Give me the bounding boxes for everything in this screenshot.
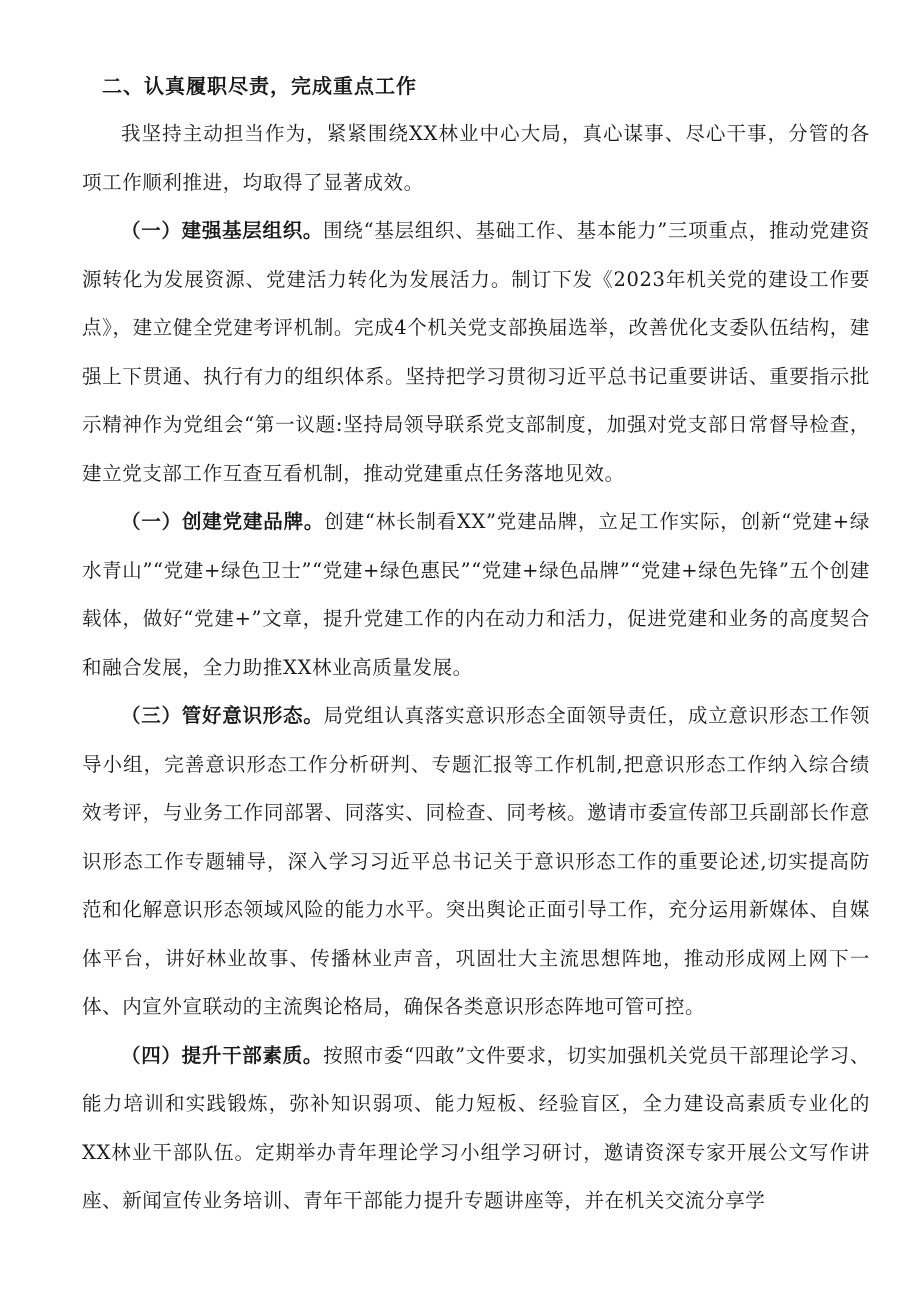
paragraph-lead: （四）提升干部素质。 xyxy=(121,1043,324,1067)
paragraph-ideology xyxy=(82,692,870,1032)
intro-paragraph xyxy=(82,110,870,207)
paragraph-text: 局党组认真落实意识形态全面领导责任，成立意识形态工作领导小组，完善意识形态工作分析研判、专题汇报等工作机制,把意识形态工作纳入综合绩效考评，与业务工作同部署、同落实、同检查、同考核。邀请市委宣传部卫兵副部长作意识形态工作专题辅导，深入学习习近平总书记关于意识形态工作的重要论述,切实提高防范和化解意识形态领域风险的能力水平。突出舆论正面引导工作，充分运用新媒体、自媒体平台，讲好林业故事、传播林业声音，巩固壮大主流思想阵地，推动形成网上网下一体、内宣外宣联动的主流舆论格局，确保各类意识形态阵地可管可控。 xyxy=(82,704,870,1018)
paragraph-party-brand xyxy=(82,498,870,692)
section-heading: 二、认真履职尽责，完成重点工作 xyxy=(102,74,417,98)
paragraph-lead: （一）创建党建品牌。 xyxy=(121,510,325,533)
paragraph-lead: （一）建强基层组织。 xyxy=(121,219,324,242)
paragraph-cadre-quality xyxy=(82,1032,870,1226)
paragraph-text: 我坚持主动担当作为，紧紧围绕XX林业中心大局，真心谋事、尽心干事，分管的各项工作顺利推进，均取得了显著成效。 xyxy=(82,122,870,194)
paragraph-text: 围绕“基层组织、基础工作、基本能力”三项重点，推动党建资源转化为发展资源、党建活力转化为发展活力。制订下发《2023年机关党的建设工作要点》，建立健全党建考评机制。完成4个机关党支部换届选举，改善优化支委队伍结构，建强上下贯通、执行有力的组织体系。坚持把学习贯彻习近平总书记重要讲话、重要指示批示精神作为党组会“第一议题:坚持局领导联系党支部制度，加强对党支部日常督导检查，建立党支部工作互查互看机制，推动党建重点任务落地见效。 xyxy=(82,219,870,485)
paragraph-grassroots-organization xyxy=(82,207,870,498)
paragraph-lead: （三）管好意识形态。 xyxy=(121,704,324,727)
paragraph-text: 创建“林长制看XX”党建品牌，立足工作实际，创新“党建+绿水青山”“党建+绿色卫士”“党建+绿色惠民”“党建+绿色品牌”“党建+绿色先锋”五个创建载体，做好“党建+”文章，提升党建工作的内在动力和活力，促进党建和业务的高度契合和融合发展，全力助推XX林业高质量发展。 xyxy=(82,510,870,679)
paragraph-text: 按照市委“四敢”文件要求，切实加强机关党员干部理论学习、能力培训和实践锻炼，弥补知识弱项、能力短板、经验盲区，全力建设高素质专业化的XX林业干部队伍。定期举办青年理论学习小组学习研讨，邀请资深专家开展公文写作讲座、新闻宣传业务培训、青年干部能力提升专题讲座等，并在机关交流分享学 xyxy=(82,1043,870,1212)
